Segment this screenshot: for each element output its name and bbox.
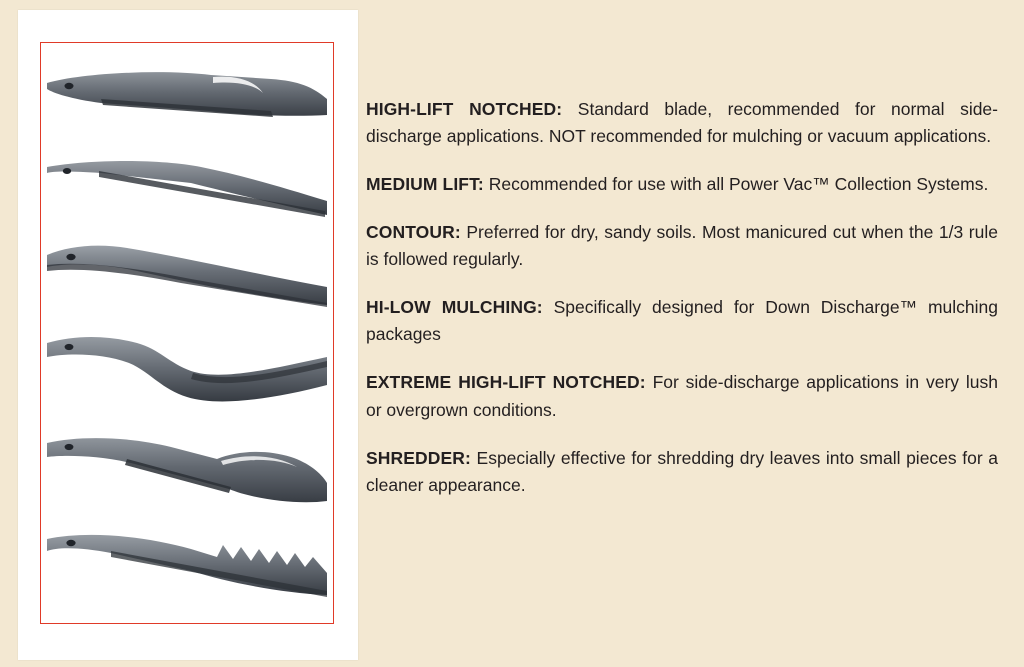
description-term: SHREDDER:: [366, 447, 471, 468]
blade-image-shredder: [41, 523, 333, 619]
description-medium-lift: [366, 171, 998, 198]
description-term: CONTOUR:: [366, 221, 461, 242]
description-hi-low-mulching: [366, 294, 998, 348]
blade-image-high-lift-notched: [41, 59, 333, 139]
description-extreme-high-lift-notched: [366, 369, 998, 423]
description-body: Standard blade, recommended for normal side-discharge applications. NOT recommended for mulching or vacuum applications.: [366, 98, 998, 146]
blade-image-contour: [41, 231, 333, 317]
blade-image-hi-low-mulching: [41, 323, 333, 419]
blade-stack: [41, 43, 333, 623]
blade-image-extreme-high-lift-notched: [41, 425, 333, 521]
description-body: Specifically designed for Down Discharge™ mulching packages: [366, 297, 998, 345]
description-term: EXTREME HIGH-LIFT NOTCHED:: [366, 372, 646, 393]
description-body: Recommended for use with all Power Vac™ Collection Systems.: [483, 173, 989, 194]
blade-image-medium-lift: [41, 149, 333, 229]
description-term: MEDIUM LIFT:: [366, 173, 484, 194]
blade-photo-panel: [18, 10, 358, 660]
description-high-lift-notched: [366, 96, 998, 150]
blade-descriptions: [366, 78, 998, 499]
description-body: Preferred for dry, sandy soils. Most manicured cut when the 1/3 rule is followed regularly.: [366, 221, 998, 269]
description-body: Especially effective for shredding dry leaves into small pieces for a cleaner appearance.: [366, 447, 998, 495]
description-body: For side-discharge applications in very lush or overgrown conditions.: [366, 372, 998, 420]
description-contour: [366, 219, 998, 273]
description-term: HIGH-LIFT NOTCHED:: [366, 98, 563, 119]
description-term: HI-LOW MULCHING:: [366, 297, 543, 318]
blade-photo-frame: [40, 42, 334, 624]
description-shredder: [366, 445, 998, 499]
